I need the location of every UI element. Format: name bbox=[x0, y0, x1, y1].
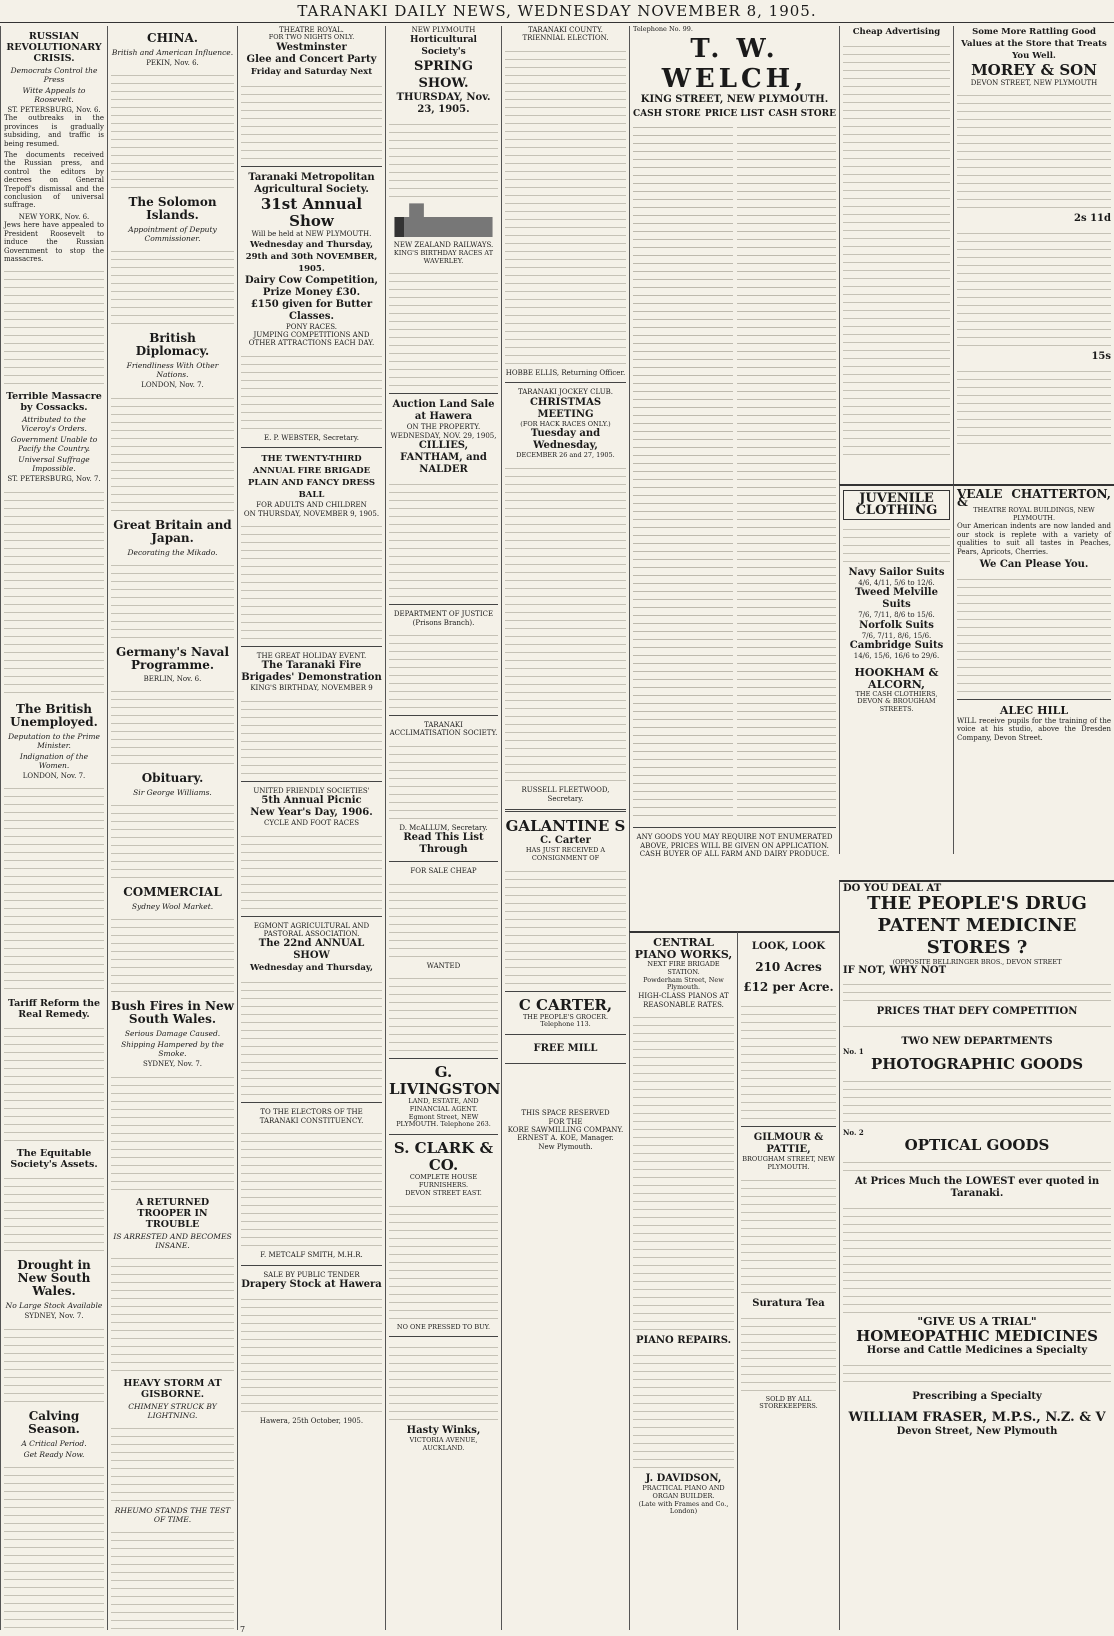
article-body-text bbox=[111, 393, 234, 513]
headline-obituary: Obituary. bbox=[141, 771, 204, 786]
ad-prices: 14/6, 15/6, 16/6 to 29/6. bbox=[853, 652, 940, 661]
ad-body-text bbox=[389, 973, 498, 1053]
headline-tariff: Tariff Reform the Real Remedy. bbox=[7, 998, 101, 1021]
ad-title: THE PEOPLE'S DRUG bbox=[867, 893, 1087, 915]
dateline: PEKIN, Nov. 6. bbox=[146, 59, 199, 67]
subhead: Appointment of Deputy Commissioner. bbox=[128, 225, 217, 244]
ad-title: HOOKHAM & ALCORN, bbox=[854, 665, 939, 691]
ad-title: C CARTER, bbox=[518, 995, 613, 1014]
price-list bbox=[633, 122, 836, 822]
dateline: SYDNEY, Nov. 7. bbox=[24, 1312, 84, 1321]
ad-title: SPRING SHOW. bbox=[413, 59, 474, 92]
ad-subhead: Navy Sailor Suits bbox=[848, 567, 945, 578]
ad-body-text bbox=[241, 696, 382, 776]
ad-dates: New Year's Day, 1906. bbox=[250, 807, 373, 819]
subhead: Sir George Williams. bbox=[133, 788, 212, 798]
ad-sign: RUSSELL FLEETWOOD, Secretary. bbox=[521, 786, 610, 803]
ad-prices: 7/6, 7/11, 8/6, 15/6. bbox=[861, 631, 932, 640]
ad-text: DEVON STREET EAST. bbox=[405, 1188, 482, 1197]
ad-sign: F. METCALF SMITH, M.H.R. bbox=[260, 1251, 363, 1260]
article-body-text bbox=[4, 487, 104, 697]
ad-text: NO ONE PRESSED TO BUY. bbox=[396, 1322, 491, 1331]
ad-title: Prescribing a Specialty bbox=[912, 1391, 1042, 1403]
ad-text: FOR THE bbox=[548, 1117, 583, 1126]
ad-title: CILLIES, FANTHAM, and NALDER bbox=[400, 440, 487, 476]
headline-drought: Drought in New South Wales. bbox=[17, 1258, 91, 1299]
article-body-text bbox=[111, 1527, 234, 1630]
ad-text: DEVON & BROUGHAM STREETS. bbox=[857, 697, 936, 714]
ad-prices: 4/6, 4/11, 5/6 to 12/6. bbox=[858, 579, 935, 587]
ad-title: S. CLARK & CO. bbox=[393, 1139, 494, 1175]
ad-subhead: Cambridge Suits bbox=[849, 640, 944, 652]
subhead: Democrats Control the Press bbox=[10, 66, 98, 84]
article-body-text bbox=[111, 246, 234, 326]
divider bbox=[389, 1134, 498, 1135]
subhead: Get Ready Now. bbox=[23, 1449, 85, 1459]
ad-body-text bbox=[241, 521, 382, 641]
article-body-text bbox=[111, 1072, 234, 1192]
divider bbox=[241, 447, 382, 448]
headline-bushfires: Bush Fires in New South Wales. bbox=[111, 999, 234, 1027]
ad-text: THIS SPACE RESERVED bbox=[521, 1109, 610, 1118]
ad-text: Will be held at NEW PLYMOUTH. bbox=[251, 230, 372, 239]
dateline: ST. PETERSBURG, Nov. 7. bbox=[7, 475, 101, 484]
article-text: The documents received the Russian press, and control the editors by decrees on General Trepoff's dismissal and the conclusion of universal suffrage. bbox=[4, 151, 104, 210]
ad-body-text bbox=[389, 119, 498, 199]
ad-prize: £150 given for Butter Classes. bbox=[250, 298, 373, 322]
column-2 bbox=[107, 26, 237, 1630]
morey-advert bbox=[953, 26, 1114, 484]
ad-dates: Tuesday and Wednesday, bbox=[530, 428, 601, 452]
ad-title: PATENT MEDICINE STORES ? bbox=[877, 915, 1077, 959]
subhead: Indignation of the Women. bbox=[19, 751, 89, 770]
ad-title: ALEC HILL bbox=[999, 704, 1069, 718]
divider bbox=[241, 781, 382, 782]
ad-text: CASH STORE bbox=[633, 108, 701, 119]
ad-body-text bbox=[241, 1294, 382, 1414]
ad-body-text bbox=[505, 866, 626, 986]
ad-title: VEALE & bbox=[957, 487, 1003, 510]
article-body-text bbox=[4, 1324, 104, 1404]
ad-title: GALANTINE S bbox=[505, 817, 626, 836]
ad-subhead: Tweed Melville Suits bbox=[855, 587, 938, 611]
ad-title: Some More Rattling Good Values at the Store that Treats You Well. bbox=[961, 27, 1107, 61]
ad-body-text bbox=[843, 1021, 1111, 1033]
price-list-right bbox=[737, 122, 837, 822]
dateline: NEW YORK, Nov. 6. bbox=[18, 212, 90, 221]
ad-text: DECEMBER 26 and 27, 1905. bbox=[516, 451, 615, 460]
classified-ads-text bbox=[843, 41, 950, 461]
ad-text: NEXT FIRE BRIGADE STATION. bbox=[647, 960, 720, 976]
ad-text: HIGH-CLASS PIANOS AT REASONABLE RATES. bbox=[638, 992, 729, 1009]
divider bbox=[241, 1265, 382, 1266]
divider bbox=[389, 715, 498, 716]
ad-title: OPTICAL GOODS bbox=[904, 1136, 1050, 1155]
article-text: Jews here have appealed to President Roosevelt to induce the Russian Government to stop the massacres. bbox=[4, 221, 104, 263]
subhead: RHEUMO STANDS THE TEST OF TIME. bbox=[114, 1505, 231, 1524]
welch-advert bbox=[629, 26, 839, 931]
ad-title: 210 Acres bbox=[755, 960, 822, 974]
ad-text: LAND, ESTATE, AND FINANCIAL AGENT. bbox=[408, 1097, 479, 1113]
ad-text: No. 2 bbox=[843, 1128, 864, 1138]
ad-text: EGMONT AGRICULTURAL AND PASTORAL ASSOCIATION. bbox=[253, 921, 370, 939]
ad-prize: Dairy Cow Competition, Prize Money £30. bbox=[244, 274, 379, 298]
ad-text: PONY RACES. bbox=[286, 322, 337, 331]
ad-text: (OPPOSITE BELLRINGER BROS., DEVON STREET bbox=[892, 958, 1062, 967]
ad-title: At Prices Much the LOWEST ever quoted in Taranaki. bbox=[854, 1176, 1100, 1200]
divider bbox=[957, 699, 1111, 700]
divider bbox=[505, 809, 626, 812]
masthead: TARANAKI DAILY NEWS, WEDNESDAY NOVEMBER 8, 1905. bbox=[0, 0, 1114, 23]
ad-body-text bbox=[389, 479, 498, 599]
ad-text: FOR ADULTS AND CHILDREN bbox=[256, 501, 367, 510]
ad-prices: 7/6, 7/11, 8/6 to 15/6. bbox=[858, 611, 935, 620]
ad-body-text bbox=[843, 1157, 1111, 1173]
ad-body-text bbox=[241, 81, 382, 161]
ad-dates: THURSDAY, Nov. 23, 1905. bbox=[396, 92, 491, 116]
ad-text: New Plymouth. bbox=[538, 1142, 593, 1151]
ad-body-text bbox=[389, 879, 498, 959]
ad-body-text bbox=[389, 630, 498, 710]
ad-body-text bbox=[505, 463, 626, 783]
headline-trooper: A RETURNED TROOPER IN TROUBLE bbox=[135, 1196, 210, 1230]
article-body-text bbox=[111, 800, 234, 880]
piano-advert bbox=[629, 931, 737, 1630]
ad-text: THE GREAT HOLIDAY EVENT. bbox=[256, 652, 367, 661]
drug-store-advert bbox=[839, 880, 1114, 1630]
ad-text: THE CASH CLOTHIERS, bbox=[855, 689, 938, 698]
ad-body-text bbox=[505, 46, 626, 366]
ad-body-text bbox=[843, 1360, 1111, 1388]
dateline: LONDON, Nov. 7. bbox=[22, 771, 86, 780]
article-body-text bbox=[111, 560, 234, 640]
divider bbox=[505, 1034, 626, 1035]
ad-body-text bbox=[241, 831, 382, 911]
ad-text: CASH BUYER OF ALL FARM AND DAIRY PRODUCE. bbox=[639, 850, 830, 859]
headline-commercial: COMMERCIAL bbox=[123, 885, 222, 900]
ad-title: Drapery Stock at Hawera bbox=[241, 1279, 382, 1291]
ad-title: Auction Land Sale at Hawera bbox=[392, 399, 495, 423]
divider bbox=[389, 604, 498, 605]
subhead: Sydney Wool Market. bbox=[131, 902, 214, 912]
railway-train-engraving bbox=[394, 203, 492, 237]
ad-body-text bbox=[843, 1076, 1111, 1126]
clothing-advert bbox=[839, 484, 953, 854]
ad-text: Powderham Street, New Plymouth. bbox=[643, 975, 724, 992]
ad-text: WEDNESDAY, NOV. 29, 1905, bbox=[390, 431, 497, 440]
ad-title: TWO NEW DEPARTMENTS bbox=[901, 1035, 1053, 1047]
dateline: SYDNEY, Nov. 7. bbox=[142, 1060, 203, 1069]
ad-text: ANY GOODS YOU MAY REQUIRE NOT ENUMERATED ABOVE, PRICES WILL BE GIVEN ON APPLICATION. bbox=[636, 833, 833, 850]
ad-text: COMPLETE HOUSE FURNISHERS. bbox=[409, 1173, 478, 1190]
ad-text: THE PEOPLE'S GROCER. bbox=[522, 1012, 609, 1021]
ad-text: ON THURSDAY, NOVEMBER 9, 1905. bbox=[243, 509, 380, 518]
ad-body-text bbox=[241, 977, 382, 1097]
ad-subhead: Norfolk Suits bbox=[859, 619, 934, 631]
article-body-text bbox=[111, 686, 234, 766]
article-body-text bbox=[4, 1462, 104, 1630]
ad-text: Devon Street, New Plymouth bbox=[896, 1426, 1058, 1438]
price-tag: 2s 11d bbox=[1074, 213, 1111, 225]
ad-text: HAS JUST RECEIVED A CONSIGNMENT OF bbox=[525, 846, 606, 862]
headline-diplomacy: British Diplomacy. bbox=[135, 331, 210, 359]
ad-title: THE TWENTY-THIRD ANNUAL FIRE BRIGADE PLAIN AND FANCY DRESS BALL bbox=[247, 454, 376, 501]
ad-title: C. Carter bbox=[540, 835, 591, 847]
headline-unemployed: The British Unemployed. bbox=[10, 701, 98, 729]
ad-text: THEATRE ROYAL BUILDINGS, NEW PLYMOUTH. bbox=[973, 505, 1095, 522]
ad-title: Read This List Through bbox=[403, 832, 484, 856]
ad-text: CASH STORE bbox=[768, 108, 836, 119]
ad-title: "GIVE US A TRIAL" bbox=[917, 1315, 1037, 1329]
ad-title: Glee and Concert Party bbox=[246, 54, 377, 66]
headline-massacre: Terrible Massacre by Cossacks. bbox=[6, 391, 102, 414]
divider bbox=[741, 1126, 836, 1127]
ad-dates: Wednesday and Thursday, bbox=[249, 963, 373, 974]
ad-text: Egmont Street, NEW PLYMOUTH. Telephone 263. bbox=[396, 1112, 491, 1129]
ad-title: Hasty Winks, bbox=[406, 1425, 481, 1437]
ad-body-text bbox=[957, 228, 1111, 348]
ad-text: IF NOT, WHY NOT bbox=[843, 965, 947, 977]
subhead: Deputation to the Prime Minister. bbox=[8, 731, 100, 750]
headline-japan: Great Britain and Japan. bbox=[113, 517, 232, 545]
ad-text: Telephone No. 99. bbox=[633, 26, 693, 33]
divider bbox=[241, 916, 382, 917]
ad-title: CHATTERTON, bbox=[1011, 487, 1111, 501]
ad-title: JUVENILE CLOTHING bbox=[843, 490, 950, 520]
headline-china: CHINA. bbox=[147, 31, 198, 45]
ad-title: We Can Please You. bbox=[979, 559, 1089, 571]
ad-text: FOR TWO NIGHTS ONLY. bbox=[268, 33, 355, 42]
ad-title: WILLIAM FRASER, M.P.S., N.Z. & V bbox=[848, 1410, 1106, 1426]
subhead: Friendliness With Other Nations. bbox=[126, 361, 219, 380]
ad-body-text bbox=[389, 741, 498, 821]
subhead: Serious Damage Caused. bbox=[124, 1029, 221, 1039]
blank-space bbox=[505, 1069, 626, 1109]
ad-title: Taranaki Metropolitan Agricultural Society. bbox=[248, 172, 375, 196]
ad-text: JUMPING COMPETITIONS AND OTHER ATTRACTIONS EACH DAY. bbox=[248, 331, 375, 348]
ad-title bbox=[957, 487, 1111, 510]
article-text: The outbreaks in the provinces is gradually subsiding, and traffic is being resumed. bbox=[4, 114, 104, 148]
ad-title: FREE MILL bbox=[533, 1043, 598, 1055]
ad-title: G. LIVINGSTON bbox=[389, 1063, 501, 1099]
ad-text: Hawera, 25th October, 1905. bbox=[259, 1417, 364, 1426]
divider bbox=[389, 393, 498, 394]
column-1 bbox=[0, 26, 107, 1630]
ad-title: 31st Annual Show bbox=[260, 195, 363, 231]
ad-title: Horse and Cattle Medicines a Specialty bbox=[866, 1345, 1088, 1357]
headline-equitable: The Equitable Society's Assets. bbox=[10, 1148, 98, 1171]
ad-text: KING'S BIRTHDAY RACES AT WAVERLEY. bbox=[393, 248, 494, 265]
subhead: Government Unable to Pacify the Country. bbox=[10, 435, 98, 454]
ad-title: T. W. WELCH, bbox=[661, 33, 808, 94]
ad-text: TO THE ELECTORS OF THE TARANAKI CONSTITUENCY. bbox=[259, 1108, 364, 1125]
divider bbox=[389, 1336, 498, 1337]
ad-title: LOOK, LOOK bbox=[751, 941, 826, 952]
land-advert bbox=[737, 931, 839, 1630]
subhead: British and American Influence. bbox=[111, 48, 234, 57]
ad-body-text bbox=[957, 366, 1111, 446]
ad-text: CYCLE AND FOOT RACES bbox=[263, 819, 360, 828]
ad-text: TARANAKI JOCKEY CLUB. bbox=[517, 388, 614, 397]
ad-text: No. 1 bbox=[843, 1046, 864, 1056]
ad-text: PRICE LIST bbox=[704, 108, 765, 119]
column-5 bbox=[501, 26, 629, 1630]
article-body-text bbox=[111, 914, 234, 994]
ad-title: The Taranaki Fire Brigades' Demonstration bbox=[241, 660, 382, 684]
ad-sign: J. DAVIDSON, bbox=[645, 1473, 722, 1484]
ad-sign: ERNEST A. KOE, Manager. bbox=[517, 1134, 614, 1143]
article-body-text bbox=[111, 1423, 234, 1503]
ad-text: WILL receive pupils for the training of the voice at his studio, above the Dresden Company, Devon Street. bbox=[957, 717, 1111, 742]
ad-title: PIANO REPAIRS. bbox=[635, 1335, 732, 1346]
headline-naval: Germany's Naval Programme. bbox=[115, 644, 230, 672]
ad-text: SALE BY PUBLIC TENDER bbox=[263, 1270, 360, 1279]
subhead: Attributed to the Viceroy's Orders. bbox=[21, 415, 87, 434]
ad-text: NEW PLYMOUTH bbox=[411, 26, 476, 34]
ad-title: MOREY & SON bbox=[971, 61, 1097, 79]
divider bbox=[241, 1102, 382, 1103]
subhead: Witte Appeals to Roosevelt. bbox=[22, 86, 86, 104]
article-body-text bbox=[4, 1023, 104, 1143]
ad-body-text bbox=[389, 1342, 498, 1422]
ad-body-text bbox=[741, 1175, 836, 1295]
ad-title: Cheap Advertising bbox=[852, 27, 941, 37]
headline-storm: HEAVY STORM AT GISBORNE. bbox=[123, 1377, 222, 1400]
dateline: LONDON, Nov. 7. bbox=[141, 381, 204, 390]
ad-sign: HOBBE ELLIS, Returning Officer. bbox=[505, 368, 626, 377]
dateline: ST. PETERSBURG, Nov. 6. bbox=[7, 106, 101, 114]
column-4 bbox=[385, 26, 501, 1630]
headline-russian-crisis: RUSSIAN REVOLUTIONARY CRISIS. bbox=[6, 31, 102, 64]
subhead: Decorating the Mikado. bbox=[127, 547, 218, 557]
article-body-text bbox=[4, 266, 104, 386]
ad-text: (Late with Frames and Co., London) bbox=[638, 1499, 729, 1516]
ad-text: KORE SAWMILLING COMPANY. bbox=[507, 1126, 624, 1135]
ad-theatre-head: THEATRE ROYAL. bbox=[279, 26, 344, 34]
veale-advert bbox=[953, 484, 1114, 854]
divider bbox=[241, 166, 382, 167]
article-body-text bbox=[111, 70, 234, 190]
subhead: Universal Suffrage Impossible. bbox=[18, 455, 90, 474]
ad-title: PHOTOGRAPHIC GOODS bbox=[870, 1055, 1084, 1074]
ad-title: Suratura Tea bbox=[752, 1297, 825, 1309]
page-number: 7 bbox=[240, 1625, 246, 1634]
article-body-text bbox=[4, 783, 104, 993]
ad-text: DEVON STREET, NEW PLYMOUTH bbox=[970, 79, 1098, 87]
ad-title: 5th Annual Picnic bbox=[261, 795, 362, 807]
ad-title: Westminster bbox=[276, 42, 347, 54]
ad-body-text bbox=[843, 1203, 1111, 1313]
article-body-text bbox=[4, 1173, 104, 1253]
ad-sign: E. P. WEBSTER, Secretary. bbox=[264, 433, 359, 442]
divider bbox=[505, 1063, 626, 1064]
article-body-text bbox=[111, 1253, 234, 1373]
price-list-left bbox=[633, 122, 733, 822]
ad-text: Telephone 113. bbox=[540, 1020, 591, 1029]
price-tag: 15s bbox=[1091, 351, 1111, 363]
ad-dates: Friday and Saturday Next bbox=[250, 67, 373, 78]
subhead: IS ARRESTED AND BECOMES INSANE. bbox=[113, 1231, 232, 1250]
divider bbox=[389, 861, 498, 862]
ad-body-text bbox=[843, 979, 1111, 1003]
ad-text: UNITED FRIENDLY SOCIETIES' bbox=[253, 786, 370, 795]
ad-body-text bbox=[741, 1001, 836, 1121]
ad-text: DO YOU DEAL AT bbox=[843, 883, 942, 894]
ad-body-text bbox=[957, 90, 1111, 210]
ad-title: HOMEOPATHIC MEDICINES bbox=[856, 1327, 1098, 1346]
ad-text: BROUGHAM STREET, NEW PLYMOUTH. bbox=[742, 1155, 835, 1171]
divider bbox=[505, 382, 626, 383]
subhead: No Large Stock Available bbox=[5, 1301, 103, 1311]
ad-body-text bbox=[633, 1350, 734, 1470]
subhead: Shipping Hampered by the Smoke. bbox=[121, 1040, 224, 1059]
headline-solomon: The Solomon Islands. bbox=[128, 195, 217, 223]
ad-text: SOLD BY ALL STOREKEEPERS. bbox=[759, 1394, 818, 1411]
headline-calving: Calving Season. bbox=[28, 1408, 80, 1436]
ad-text: FOR SALE CHEAP bbox=[410, 867, 477, 876]
ad-body-text bbox=[843, 524, 950, 564]
ad-title: £12 per Acre. bbox=[743, 980, 834, 994]
divider bbox=[389, 1058, 498, 1059]
ad-title: Horticultural Society's bbox=[410, 35, 477, 58]
ad-dates: Wednesday and Thursday, 29th and 30th NOVEMBER, 1905. bbox=[245, 239, 378, 274]
ad-text: KING STREET, NEW PLYMOUTH. bbox=[640, 93, 829, 105]
classifieds-column bbox=[839, 26, 953, 484]
ad-title: The 22nd ANNUAL SHOW bbox=[258, 938, 365, 962]
ad-body-text bbox=[957, 574, 1111, 694]
column-3 bbox=[237, 26, 385, 1630]
divider bbox=[633, 827, 836, 828]
ad-text: (FOR HACK RACES ONLY.) bbox=[520, 419, 611, 428]
ad-body-text bbox=[241, 1128, 382, 1248]
ad-text: ON THE PROPERTY. bbox=[406, 423, 481, 432]
ad-text: WANTED bbox=[426, 961, 461, 970]
ad-subheads bbox=[633, 110, 836, 118]
ad-body-text bbox=[741, 1313, 836, 1393]
ad-text: DEPARTMENT OF JUSTICE (Prisons Branch). bbox=[393, 610, 494, 627]
ad-title: CHRISTMAS MEETING bbox=[529, 396, 602, 420]
ad-text: Our American indents are now landed and our stock is replete with a variety of qualities to suit all tastes in Peaches, Pears, Apricots, Cherries. bbox=[957, 522, 1111, 556]
ad-text: TARANAKI ACCLIMATISATION SOCIETY. bbox=[389, 721, 498, 738]
ad-sign: D. McALLUM, Secretary. bbox=[399, 823, 488, 832]
ad-title: PRICES THAT DEFY COMPETITION bbox=[876, 1005, 1078, 1017]
ad-title: GILMOUR & PATTIE, bbox=[753, 1132, 824, 1155]
ad-text: VICTORIA AVENUE, AUCKLAND. bbox=[409, 1436, 478, 1453]
ad-title: CENTRAL PIANO WORKS, bbox=[634, 936, 733, 961]
ad-text: TARANAKI COUNTY. bbox=[528, 26, 603, 34]
subhead: A Critical Period. bbox=[21, 1438, 87, 1448]
divider bbox=[241, 646, 382, 647]
ad-text: KING'S BIRTHDAY, NOVEMBER 9 bbox=[250, 684, 373, 693]
divider bbox=[505, 991, 626, 992]
ad-body-text bbox=[389, 1201, 498, 1321]
ad-text: PRACTICAL PIANO AND ORGAN BUILDER. bbox=[642, 1484, 725, 1500]
ad-body-text bbox=[241, 351, 382, 431]
ad-body-text bbox=[389, 268, 498, 388]
ad-text: TRIENNIAL ELECTION. bbox=[522, 34, 609, 43]
dateline: BERLIN, Nov. 6. bbox=[143, 674, 202, 683]
ad-title: NEW ZEALAND RAILWAYS. bbox=[393, 241, 494, 250]
ad-body-text bbox=[633, 1012, 734, 1332]
subhead: CHIMNEY STRUCK BY LIGHTNING. bbox=[128, 1401, 217, 1420]
